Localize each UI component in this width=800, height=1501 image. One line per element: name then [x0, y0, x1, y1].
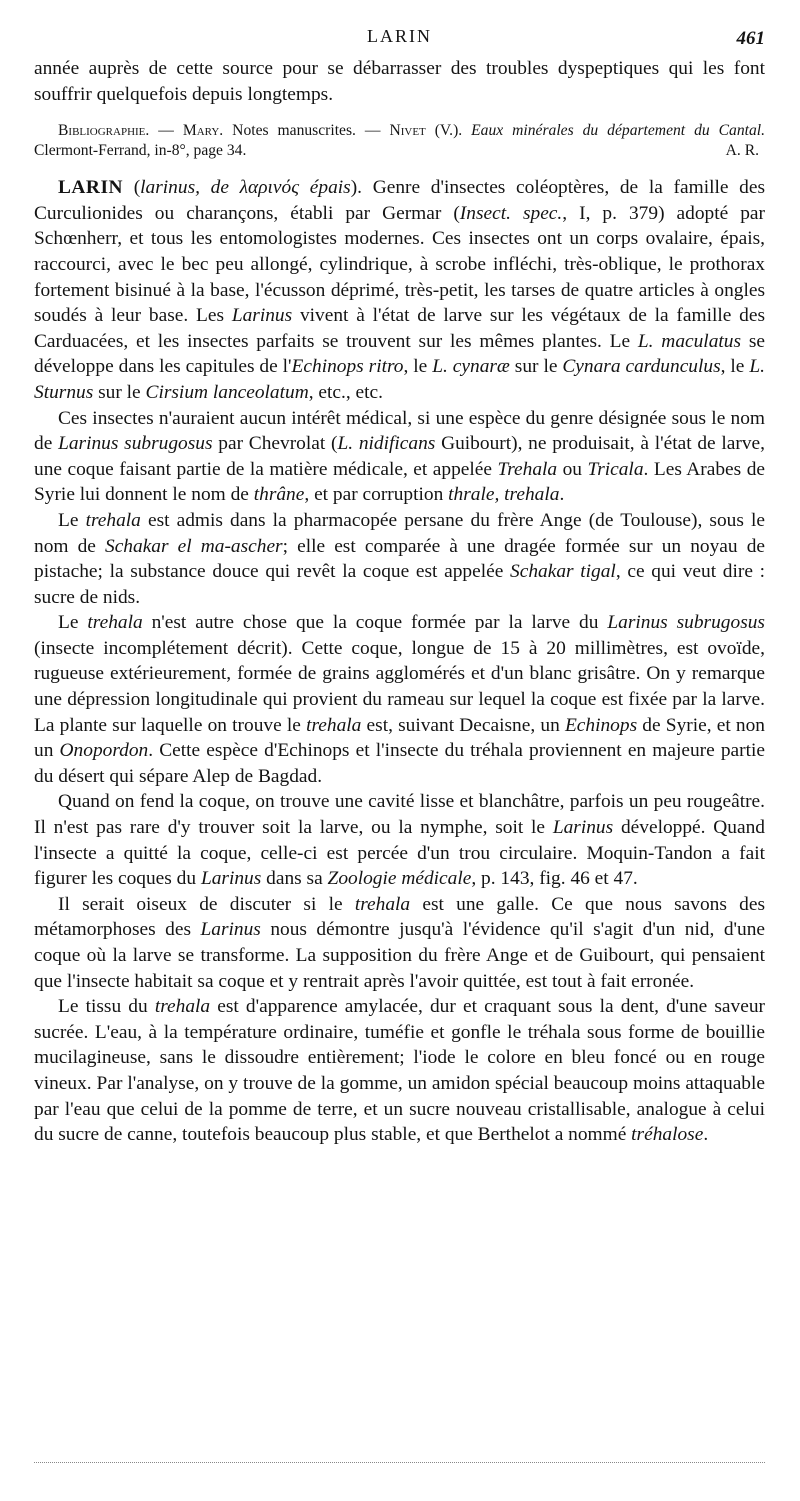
continuation-paragraph: année auprès de cette source pour se débarrasser des troubles dyspeptiques qui les font souffrir quelquefois depuis longtemps. [34, 58, 765, 105]
term: thrâne [253, 484, 305, 506]
entry-paragraph-5 [34, 789, 765, 891]
term: Schakar tigal [510, 561, 616, 583]
text-run: , etc., etc. [308, 381, 384, 403]
text-run: est admis dans la pharmacopée persane du frère Ange (de Toulouse), sous le nom de [34, 509, 765, 557]
text-run: sur le [509, 356, 563, 378]
term: Trehala [497, 458, 558, 480]
text-run: est d'apparence amylacée, dur et craquant sous la dent, d'une saveur sucrée. L'eau, à la température ordinaire, tuméfie et gonfle le tréhala sous forme de bouillie mucilagineuse, sans le dissoudre entièrement; l'iode le colore en bleu foncé ou en rouge vineux. Par l'analyse, on y trouve de la gomme, un amidon spécial beaucoup moins attaquable par l'eau que celui de la pomme de terre, et un sucre nouveau cristallisable, analogue à celui du sucre de canne, toutefois beaucoup plus stable, et que Berthelot a nommé [34, 996, 765, 1146]
text-run: nous démontre jusqu'à l'évidence qu'il s'agit d'un nid, d'une coque où la larve se transforme. La supposition du frère Ange et de Guibourt, qui pensaient que l'insecte habitait sa coque et y rentrait après l'avoir quittée, est tout à fait erronée. [34, 919, 765, 992]
text-run: vivent à l'état de larve sur les végétaux de la famille des Carduacées, et les insectes parfaits se trouvent sur les mêmes plantes. Le [34, 305, 765, 352]
bibliography-label: Bibliographie. [58, 122, 150, 140]
text-run: . Cette espèce d'Echinops et l'insecte du tréhala proviennent en majeure partie du désert qui sépare Alep de Bagdad. [34, 740, 765, 787]
text-run: Ces insectes n'auraient aucun intérêt médical, si une espèce du genre désignée sous le nom de [34, 407, 765, 455]
text-run: , et par corruption [304, 484, 449, 506]
text-run: ou [557, 458, 588, 480]
entry-paragraph-3 [34, 508, 765, 610]
term: trehala [87, 612, 143, 634]
term: trehala [85, 509, 141, 531]
taxon-name: Echinops [564, 714, 638, 736]
entry-paragraph-2 [34, 406, 765, 508]
text-run: . Les Arabes de Syrie lui donnent le nom de [34, 458, 765, 506]
taxon-name: Larinus [552, 817, 614, 839]
text-run: dans sa [261, 868, 328, 890]
bibliography-dash: — [149, 122, 183, 140]
term: tréhalose [631, 1124, 704, 1146]
text-run: Le [58, 509, 86, 531]
entry-paragraph-6 [34, 892, 765, 994]
text-run: ; elle est comparée à une dragée formée sur un noyau de pistache; la substance douce qui revêt la coque est appelée [34, 535, 765, 583]
taxon-name: Cirsium lanceolatum [145, 381, 309, 403]
text-run: ). Genre d'insectes coléoptères, de la famille des Curculionides ou charançons, établi par Germar ( [34, 177, 765, 224]
etymology: larinus, de λαρινός épais [140, 177, 351, 199]
text-run: Le [58, 612, 88, 634]
document-page [34, 26, 765, 1148]
term: trehala [306, 714, 362, 736]
taxon-name: Onopordon [59, 740, 149, 762]
text-run: . [559, 484, 565, 506]
term: Tricala [587, 458, 644, 480]
taxon-name: L. cynaræ [432, 356, 510, 378]
bibliography-text-2: (V.). [425, 122, 472, 140]
footer-dotted-rule [34, 1462, 765, 1463]
page-header [34, 26, 765, 56]
text-run: n'est autre chose que la coque formée par la larve du [142, 612, 608, 634]
taxon-name: Larinus [231, 305, 293, 327]
text-run: , p. 143, fig. 46 et 47. [471, 868, 638, 890]
text-run: Quand on fend la coque, on trouve une cavité lisse et blanchâtre, parfois un peu rougeâtre. Il n'est pas rare d'y trouver soit la larve, ou la nymphe, soit le [34, 791, 765, 839]
term: thrale, trehala [448, 484, 560, 506]
page-number: 461 [736, 28, 765, 49]
text-run: Le tissu du [58, 996, 155, 1018]
text-run: est, suivant Decaisne, un [361, 714, 565, 736]
term: trehala [354, 893, 411, 915]
entry-headword: LARIN [58, 177, 123, 199]
bibliography-note [34, 121, 765, 161]
text-run: sur le [93, 381, 146, 403]
text-run: Guibourt), ne produisait, à l'état de larve, une coque faisant partie de la matière médicale, et appelée [34, 433, 765, 480]
text-run: , le [720, 356, 750, 378]
running-title: LARIN [367, 26, 432, 46]
text-run: . [703, 1124, 709, 1146]
citation-title: Zoologie médicale [327, 868, 472, 890]
text-run: (insecte incomplétement décrit). Cette coque, longue de 15 à 20 millimètres, est ovoïde, rugueuse extérieurement, formée de grains agglomérés et d'un blanc grisâtre. On y remarque une dépression longitudinale qui provient du rameau sur lequel la coque est fixée par la larve. La plante sur laquelle on trouve le [34, 637, 765, 736]
text-run: par Chevrolat ( [212, 433, 338, 455]
taxon-name: L. Sturnus [34, 356, 765, 403]
bibliography-text-1: Notes manuscrites. — [223, 122, 390, 140]
taxon-name: Larinus subrugosus [607, 612, 765, 634]
term: trehala [154, 996, 211, 1018]
taxon-name: L. nidificans [337, 433, 436, 455]
taxon-name: Echinops ritro [291, 356, 404, 378]
taxon-name: Larinus [200, 868, 262, 890]
text-run: de Syrie, et non un [34, 714, 765, 762]
term: Schakar el ma-ascher [105, 535, 283, 557]
entry-paragraph-1 [34, 175, 765, 405]
bibliography-author-mary: Mary. [182, 122, 224, 140]
text-run: Il serait oiseux de discuter si le [58, 893, 355, 915]
taxon-name: Larinus subrugosus [58, 433, 213, 455]
entry-paragraph-4 [34, 610, 765, 789]
taxon-name: Cynara cardunculus [562, 356, 721, 378]
bibliography-text-3: Clermont-Ferrand, in-8°, page 34. [34, 142, 247, 160]
text-run: , le [403, 356, 433, 378]
bibliography-title: Eaux minérales du département du Cantal. [471, 122, 766, 140]
text-run: ( [123, 177, 141, 199]
taxon-name: Larinus [200, 919, 261, 941]
text-run: développé. Quand l'insecte a quitté la coque, celle-ci est percée d'un trou circulaire. Moquin-Tandon a fait figurer les coques du [34, 817, 765, 890]
bibliography-author-nivet: Nivet [389, 122, 426, 140]
text-run: est une galle. Ce que nous savons des métamorphoses des [34, 893, 765, 941]
text-run: , ce qui veut dire : sucre de nids. [34, 561, 765, 608]
citation-title: Insect. spec. [459, 202, 563, 224]
author-signature: A. R. [725, 142, 759, 160]
text-run: , I, p. 379) adopté par Schœnherr, et tous les entomologistes modernes. Ces insectes ont un corps ovalaire, épais, raccourci, avec le bec peu allongé, cylindrique, à scrobe infléchi, très-oblique, le prothorax fortement bisinué à la base, l'écusson déprimé, très-petit, les tarses de quatre articles à ongles soudés à leur base. Les [34, 202, 765, 327]
entry-paragraph-7 [34, 994, 765, 1148]
text-run: se développe dans les capitules de l' [34, 330, 765, 378]
taxon-name: L. maculatus [637, 330, 742, 352]
